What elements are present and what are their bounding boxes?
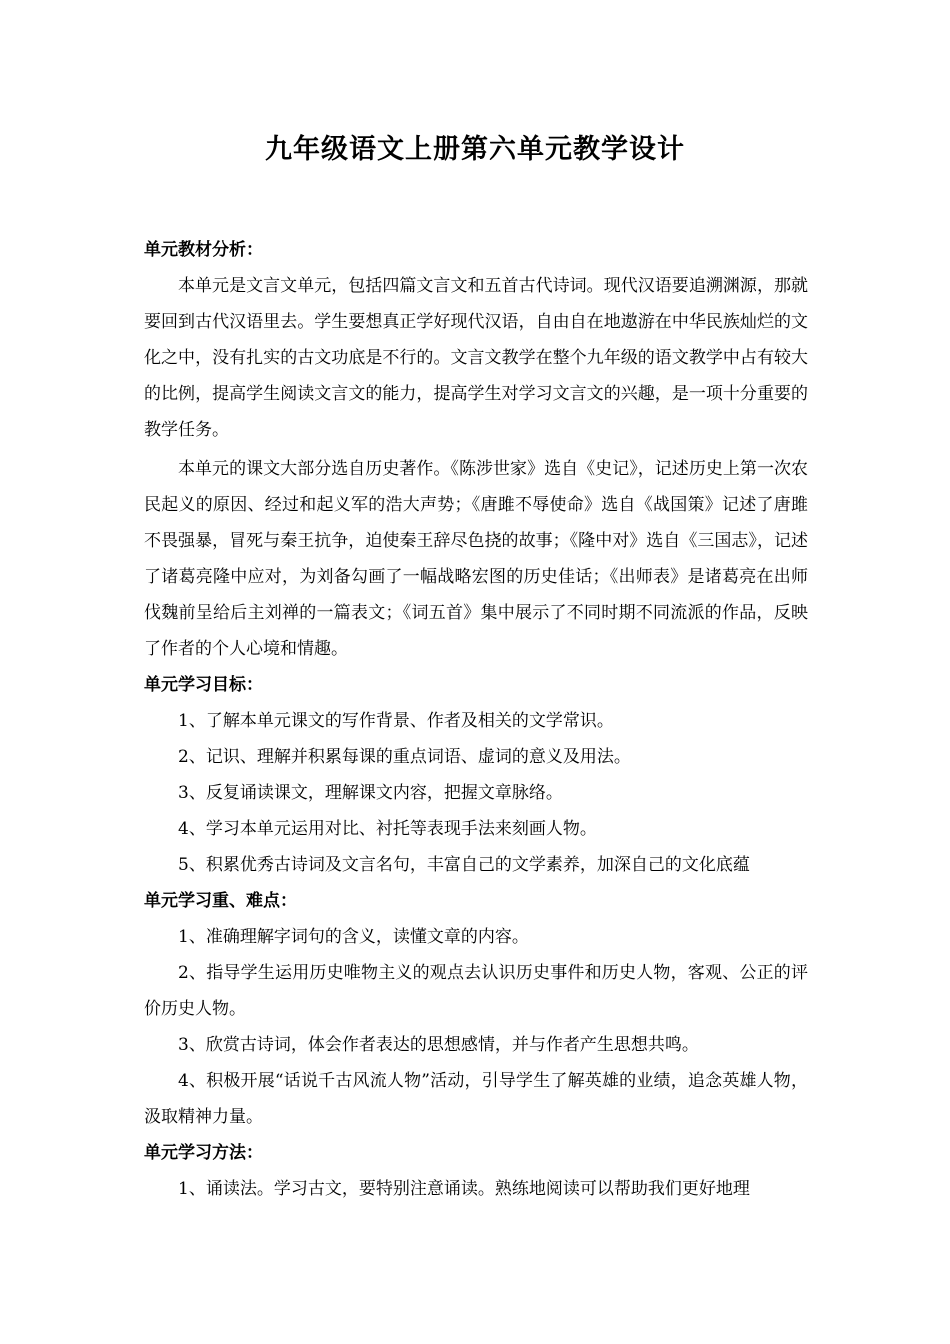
goal-item: 4、学习本单元运用对比、衬托等表现手法来刻画人物。	[178, 819, 597, 839]
section-heading-key-points: 单元学习重、难点：	[144, 891, 297, 911]
document-body	[144, 232, 808, 1207]
page-title: 九年级语文上册第六单元教学设计	[265, 134, 685, 165]
section-heading-goals: 单元学习目标：	[144, 675, 263, 695]
section-heading-analysis: 单元教材分析：	[144, 240, 263, 260]
analysis-paragraph-2: 本单元的课文大部分选自历史著作。《陈涉世家》选自《史记》，记述历史上第一次农民起义的原因、经过和起义军的浩大声势；《唐雎不辱使命》选自《战国策》记述了唐雎不畏强暴，冒死与秦王抗争，迫使秦王辞尽色挠的故事；《隆中对》选自《三国志》，记述了诸葛亮隆中应对，为刘备勾画了一幅战略宏图的历史佳话；《出师表》是诸葛亮在出师伐魏前呈给后主刘禅的一篇表文；《词五首》集中展示了不同时期不同流派的作品，反映了作者的个人心境和情趣。	[144, 459, 808, 659]
key-point-item: 4、积极开展“话说千古风流人物”活动，引导学生了解英雄的业绩，追念英雄人物，汲取精神力量。	[144, 1071, 808, 1127]
key-point-item: 1、准确理解字词句的含义，读懂文章的内容。	[178, 927, 529, 947]
goal-item: 3、反复诵读课文，理解课文内容，把握文章脉络。	[178, 783, 563, 803]
section-goals	[144, 667, 808, 883]
section-analysis	[144, 232, 808, 667]
key-point-item: 3、欣赏古诗词，体会作者表达的思想感情，并与作者产生思想共鸣。	[178, 1035, 699, 1055]
goal-item: 5、积累优秀古诗词及文言名句，丰富自己的文学素养，加深自己的文化底蕴	[178, 855, 750, 875]
analysis-paragraph-1: 本单元是文言文单元，包括四篇文言文和五首古代诗词。现代汉语要追溯渊源，那就要回到古代汉语里去。学生要想真正学好现代汉语，自由自在地遨游在中华民族灿烂的文化之中，没有扎实的古文功底是不行的。文言文教学在整个九年级的语文教学中占有较大的比例，提高学生阅读文言文的能力，提高学生对学习文言文的兴趣，是一项十分重要的教学任务。	[144, 276, 808, 440]
section-heading-methods: 单元学习方法：	[144, 1143, 263, 1163]
section-methods	[144, 1135, 808, 1207]
goal-item: 1、了解本单元课文的写作背景、作者及相关的文学常识。	[178, 711, 614, 731]
key-point-item: 2、指导学生运用历史唯物主义的观点去认识历史事件和历史人物，客观、公正的评价历史人物。	[144, 963, 808, 1019]
section-key-points	[144, 883, 808, 1135]
goal-item: 2、记识、理解并积累每课的重点词语、虚词的意义及用法。	[178, 747, 631, 767]
method-item: 1、诵读法。学习古文，要特别注意诵读。熟练地阅读可以帮助我们更好地理	[178, 1179, 750, 1199]
